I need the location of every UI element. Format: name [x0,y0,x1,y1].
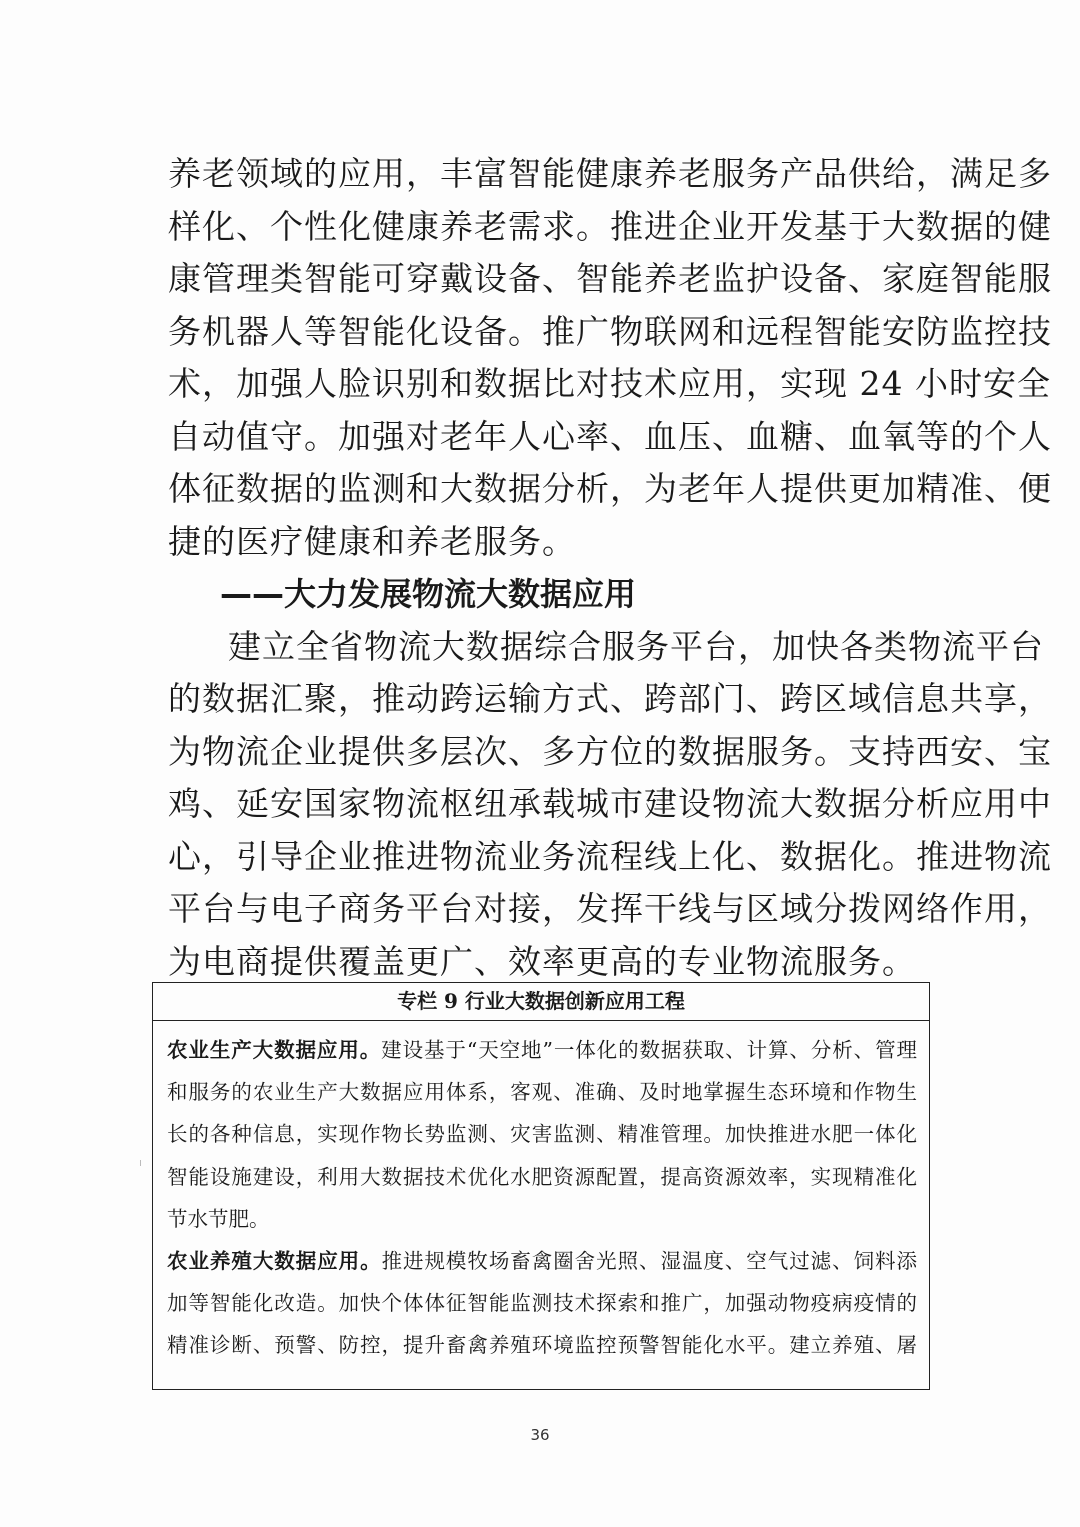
scan-artifact [140,1160,141,1166]
paragraph-line: 术，加强人脸识别和数据比对技术应用，实现 24 小时安全 [168,364,1051,403]
box-line: 加等智能化改造。加快个体体征智能监测技术探索和推广，加强动物疫病疫情的 [167,1291,917,1316]
paragraph-line: 心，引导企业推进物流业务流程线上化、数据化。推进物流 [168,836,1052,876]
column-box-content [153,1021,929,1367]
paragraph-line: 为物流企业提供多层次、多方位的数据服务。支持西安、宝 [168,731,1052,771]
box-line: 和服务的农业生产大数据应用体系，客观、准确、及时地掌握生态环境和作物生 [167,1080,917,1105]
paragraph-line: 的数据汇聚，推动跨运输方式、跨部门、跨区域信息共享， [168,679,1052,718]
paragraph-line: 体征数据的监测和大数据分析，为老年人提供更加精准、便 [168,469,1052,508]
box-line: 长的各种信息，实现作物长势监测、灾害监测、精准管理。加快推进水肥一体化 [167,1122,917,1147]
section-heading: ——大力发展物流大数据应用 [220,575,637,613]
paragraph-line: 务机器人等智能化设备。推广物联网和远程智能安防监控技 [168,311,1052,351]
paragraph-line: 样化、个性化健康养老需求。推进企业开发基于大数据的健 [168,206,1052,246]
item-text: 推进规模牧场畜禽圈舍光照、湿温度、空气过滤、饲料添 [381,1248,918,1273]
item-lead: 农业生产大数据应用。 [167,1038,382,1062]
column-box-title: 专栏 9 行业大数据创新应用工程 [153,983,929,1021]
item-lead: 农业养殖大数据应用。 [167,1248,382,1273]
paragraph-line: 捷的医疗健康和养老服务。 [168,521,576,561]
box-line: 智能设施建设，利用大数据技术优化水肥资源配置，提高资源效率，实现精准化 [167,1164,917,1189]
paragraph-line: 养老领域的应用，丰富智能健康养老服务产品供给，满足多 [168,154,1052,193]
body-text [168,148,1052,988]
paragraph-line: 康管理类智能可穿戴设备、智能养老监护设备、家庭智能服 [168,259,1052,298]
paragraph-line: 自动值守。加强对老年人心率、血压、血糖、血氧等的个人 [168,416,1052,456]
column-box [152,982,930,1390]
paragraph-line: 为电商提供覆盖更广、效率更高的专业物流服务。 [168,941,916,981]
box-line: 节水节肥。 [167,1206,270,1231]
paragraph-line: 鸡、延安国家物流枢纽承载城市建设物流大数据分析应用中 [168,784,1052,823]
item-text: 建设基于“天空地”一体化的数据获取、计算、分析、管理 [381,1038,917,1062]
page-number: 36 [530,1426,550,1444]
paragraph-line: 建立全省物流大数据综合服务平台，加快各类物流平台 [228,626,1044,666]
box-line: 精准诊断、预警、防控，提升畜禽养殖环境监控预警智能化水平。建立养殖、屠 [167,1333,917,1358]
paragraph-line: 平台与电子商务平台对接，发挥干线与区域分拨网络作用， [168,889,1052,928]
box-line [167,1240,917,1282]
box-line [167,1029,917,1071]
